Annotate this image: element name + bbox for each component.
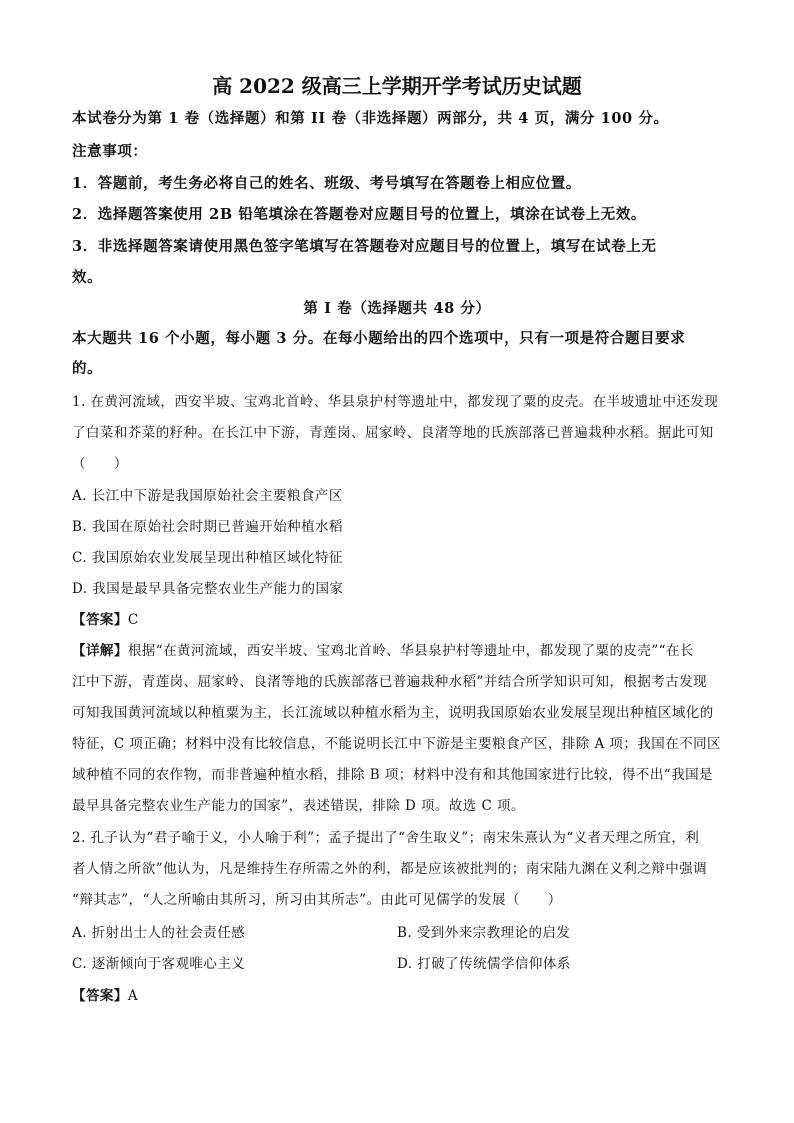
notice-item: 1．答题前，考生务必将自己的姓名、班级、考号填写在答题卷上相应位置。: [72, 175, 581, 192]
q2-option-c: C. 逐渐倾向于客观唯心主义: [72, 956, 246, 972]
q1-detail: 可知我国黄河流域以种植粟为主，长江流域以种植水稻为主，说明我国原始农业发展呈现出种植区域化的: [72, 705, 714, 721]
page-title: 高 2022 级高三上学期开学考试历史试题: [212, 74, 582, 98]
q1-stem: 1. 在黄河流域，西安半坡、宝鸡北首岭、华县泉护村等遗址中，都发现了粟的皮壳。在半坡遗址中还发现: [72, 394, 719, 410]
section-title: 第 I 卷（选择题共 48 分）: [303, 300, 491, 317]
answer-tag: 【答案】: [72, 612, 128, 628]
q2-stem: 者人情之所欲”他认为，凡是维持生存所需之外的利，都是应该被批判的；南宋陆九渊在义利之辩中强调: [72, 861, 708, 877]
detail-text: 根据“在黄河流域，西安半坡、宝鸡北首岭、华县泉护村等遗址中，都发现了粟的皮壳”“在长: [127, 643, 694, 659]
q1-option-c: C. 我国原始农业发展呈现出种植区域化特征: [72, 550, 343, 566]
q2-option-a: A. 折射出士人的社会责任感: [72, 925, 246, 941]
q1-detail: 特征，C 项正确；材料中没有比较信息，不能说明长江中下游是主要粮食产区，排除 A 项；我国在不同区: [72, 736, 722, 752]
q1-option-a: A. 长江中下游是我国原始社会主要粮食产区: [72, 488, 343, 504]
q1-detail: 江中下游，青莲岗、屈家岭、良渚等地的氏族部落已普遍栽种水稻”并结合所学知识可知，根据考古发现: [72, 674, 708, 690]
notice-heading: 注意事项：: [72, 143, 148, 160]
q1-stem: 了白菜和芥菜的籽种。在长江中下游，青莲岗、屈家岭、良渚等地的氏族部落已普遍栽种水稻。据此可知: [72, 425, 714, 441]
answer-value: A: [127, 988, 139, 1004]
detail-tag: 【详解】: [72, 643, 128, 659]
q1-option-b: B. 我国在原始社会时期已普遍开始种植水稻: [72, 519, 343, 535]
q2-stem: 2. 孔子认为“君子喻于义，小人喻于利”；孟子提出了“舍生取义”；南宋朱熹认为“义者天理之所宜，利: [72, 830, 700, 846]
q2-option-d: D. 打破了传统儒学信仰体系: [397, 956, 571, 972]
intro-text: 本试卷分为第 1 卷（选择题）和第 II 卷（非选择题）两部分，共 4 页，满分 100 分。: [72, 110, 669, 127]
q1-option-d: D. 我国是最早具备完整农业生产能力的国家: [72, 581, 344, 597]
q1-detail: 域种植不同的农作物，而非普遍种植水稻，排除 B 项；材料中没有和其他国家进行比较，得不出“我国是: [72, 767, 714, 783]
q1-stem: （ ）: [72, 456, 128, 472]
notice-item: 效。: [72, 269, 103, 286]
answer-value: C: [127, 612, 139, 628]
notice-item: 2．选择题答案使用 2B 铅笔填涂在答题卷对应题目号的位置上，填涂在试卷上无效。: [72, 206, 647, 223]
notice-item: 3．非选择题答案请使用黑色签字笔填写在答题卷对应题目号的位置上，填写在试卷上无: [72, 238, 657, 255]
section-intro: 本大题共 16 个小题，每小题 3 分。在每小题给出的四个选项中，只有一项是符合题目要求: [72, 330, 686, 347]
answer-tag: 【答案】: [72, 988, 128, 1004]
q2-option-b: B. 受到外来宗教理论的启发: [397, 925, 571, 941]
q2-stem: “辩其志”，“人之所喻由其所习，所习由其所志”。由此可见儒学的发展（ ）: [72, 892, 562, 908]
q1-detail: 最早具备完整农业生产能力的国家”，表述错误，排除 D 项。故选 C 项。: [72, 798, 525, 814]
q1-answer: [72, 608, 139, 628]
q1-detail: [72, 639, 694, 659]
section-intro: 的。: [72, 360, 103, 377]
q2-answer: [72, 984, 138, 1004]
